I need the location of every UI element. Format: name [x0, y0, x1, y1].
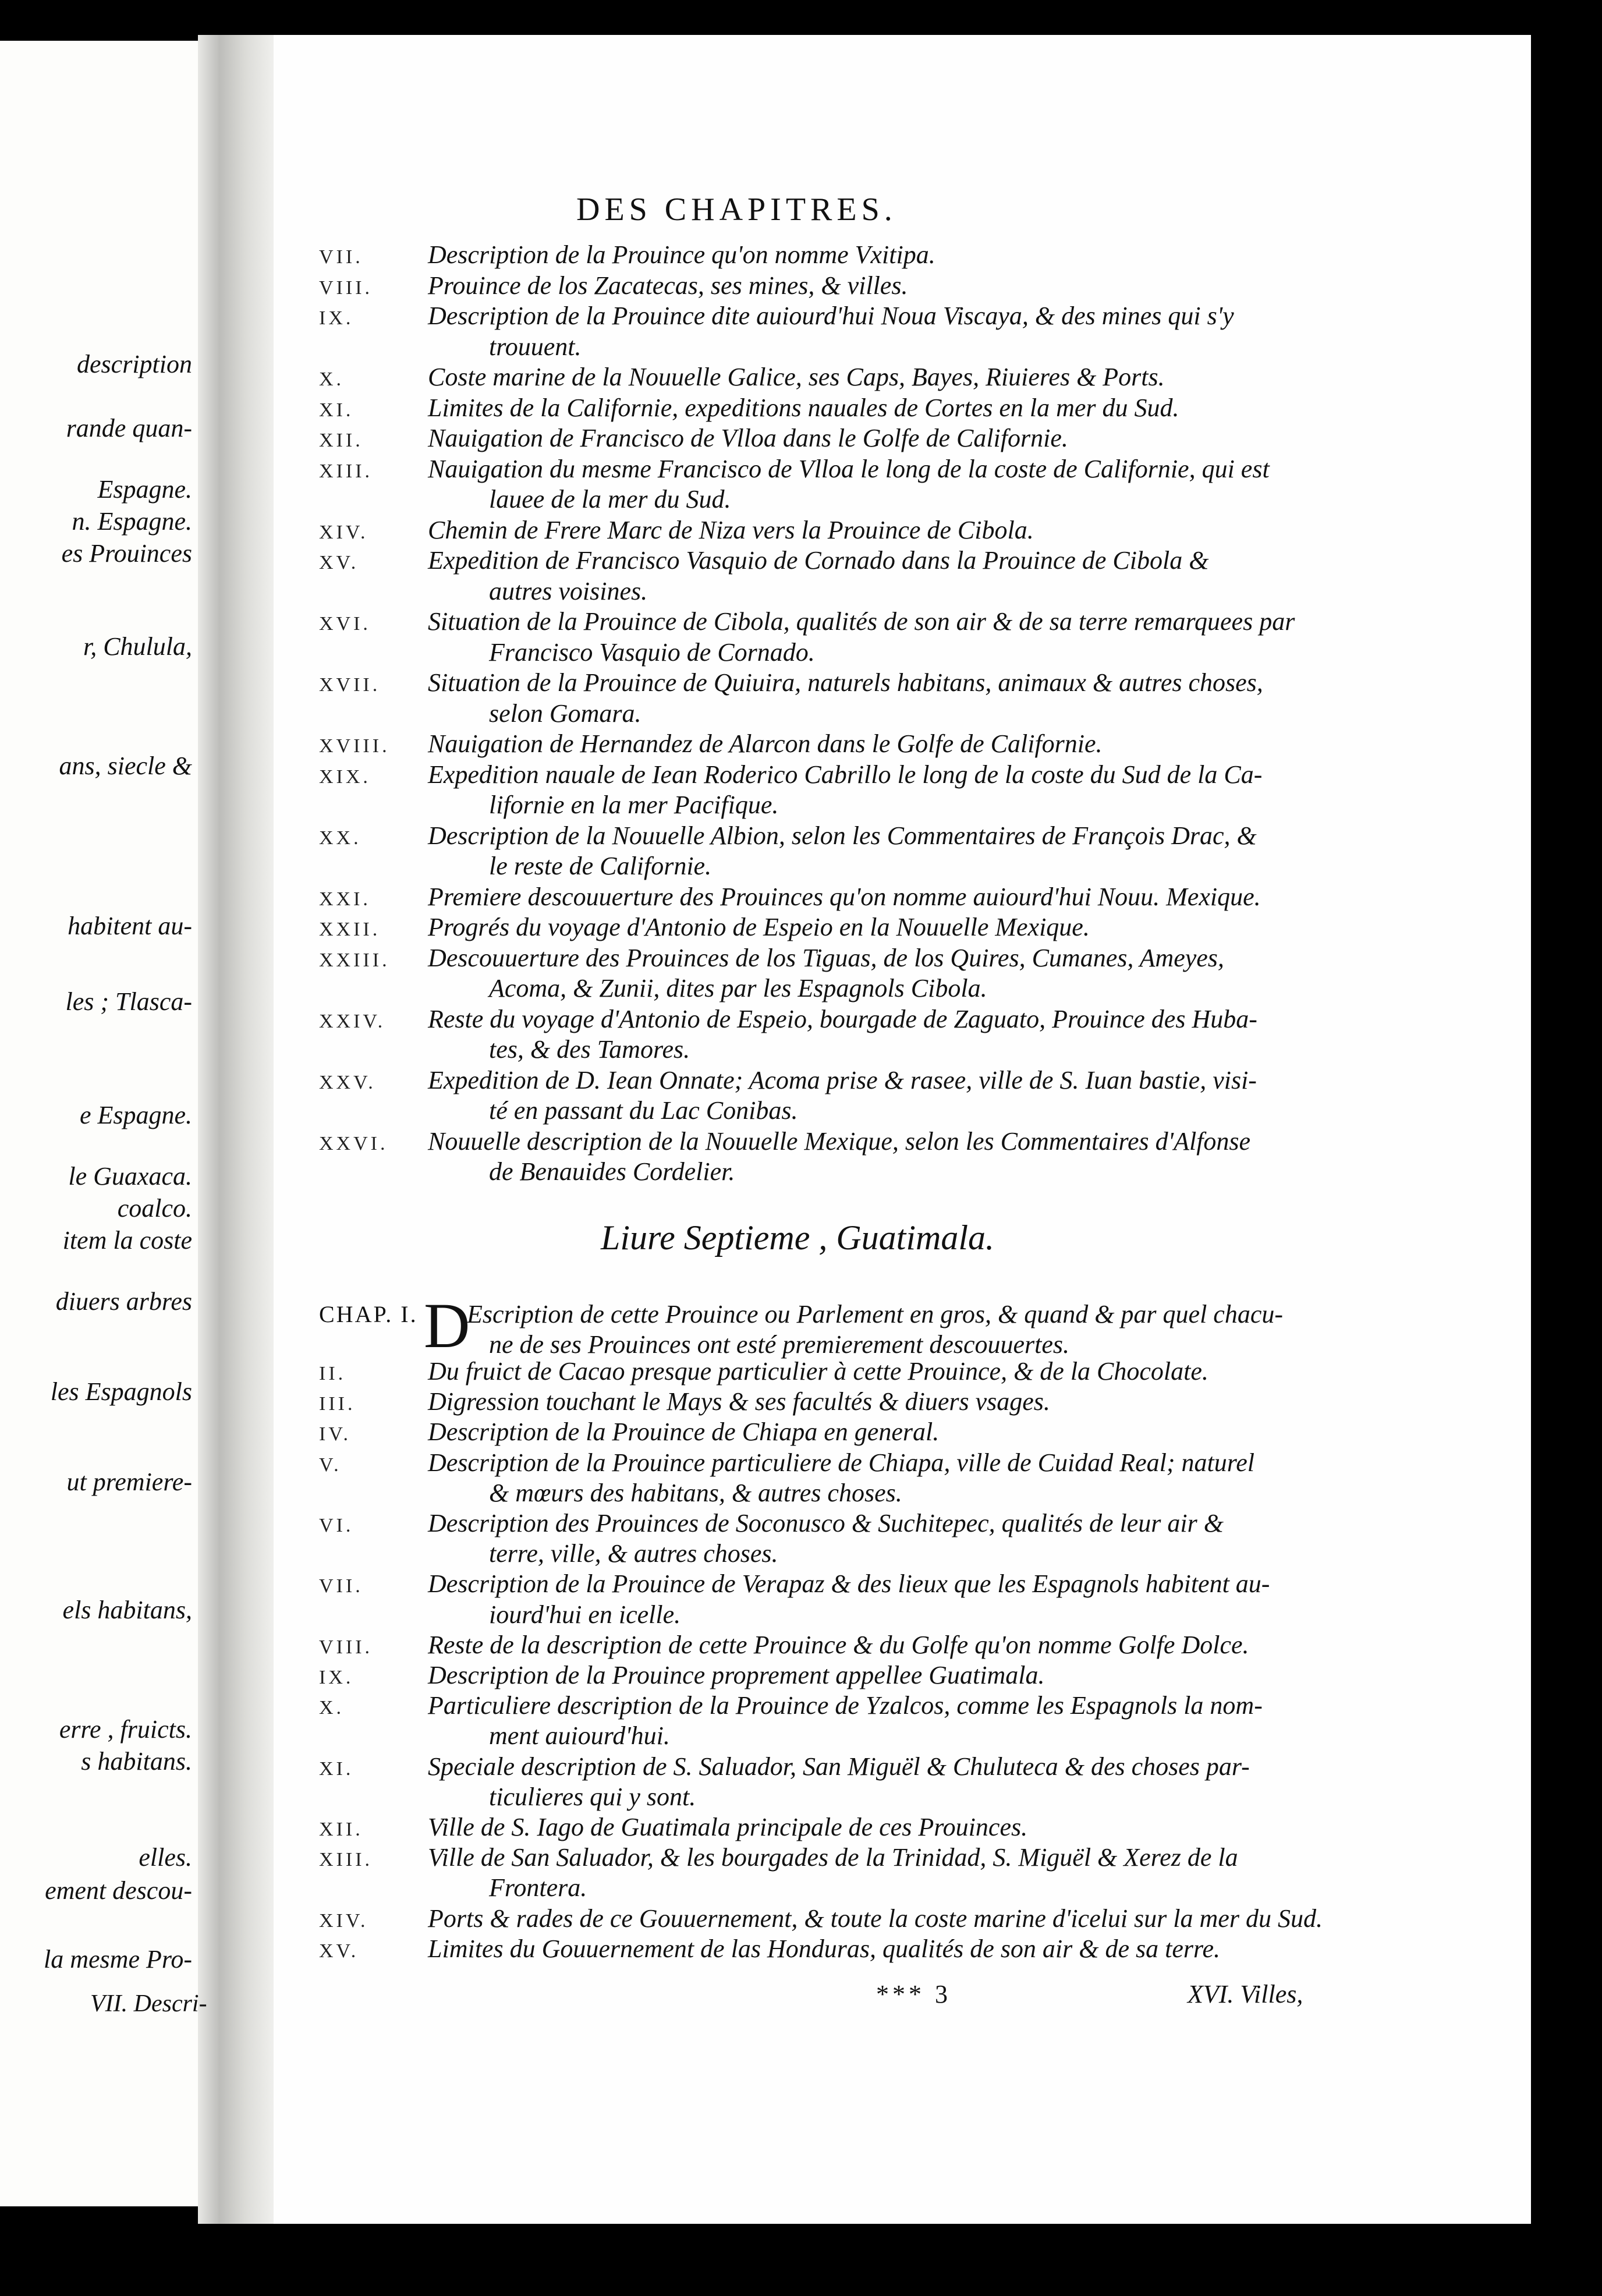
chapter-number: XII. [319, 1819, 363, 1840]
chapter-number: XVII. [319, 674, 381, 696]
chapter-title-line: Digression touchant le Mays & ses facultés & diuers vsages. [428, 1387, 1050, 1416]
chapter-number: IV. [319, 1423, 351, 1445]
left-page-fragment: les ; Tlasca- [65, 987, 192, 1016]
chapter-title-line: terre, ville, & autres choses. [489, 1539, 778, 1568]
chapter-number: XXV. [319, 1071, 376, 1093]
chapter-number: VIII. [319, 277, 373, 299]
catchword: XVI. Villes, [1188, 1980, 1303, 2008]
chapter-title-line: Limites de la Californie, expeditions nauales de Cortes en la mer du Sud. [428, 393, 1179, 422]
left-page-fragment: r, Chulula, [83, 632, 192, 661]
chapter-title-line: Description de la Prouince proprement appellee Guatimala. [428, 1661, 1045, 1689]
chapter-number: XIV. [319, 521, 368, 543]
chapter-title-line: Expedition nauale de Iean Roderico Cabrillo le long de la coste du Sud de la Ca- [428, 760, 1263, 789]
chapter-title-line: Expedition de Francisco Vasquio de Cornado dans la Prouince de Cibola & [428, 546, 1209, 575]
left-page-fragment: les Espagnols [50, 1377, 192, 1406]
chapter-title-line: Prouince de los Zacatecas, ses mines, & villes. [428, 271, 908, 300]
chapter-title-line: Situation de la Prouince de Cibola, qualités de son air & de sa terre remarquees par [428, 607, 1295, 636]
chapter-title-line: Particuliere description de la Prouince de Yzalcos, comme les Espagnols la nom- [428, 1691, 1263, 1720]
chapter-number: XVIII. [319, 735, 390, 757]
chapter-title-line: Acoma, & Zunii, dites par les Espagnols Cibola. [489, 974, 987, 1002]
chapter-title-line: Du fruict de Cacao presque particulier à cette Prouince, & de la Chocolate. [428, 1357, 1208, 1386]
signature-mark: *** 3 [876, 1980, 951, 2008]
chapter-title-line: ment auiourd'hui. [489, 1721, 670, 1751]
chapter-title-line: Description des Prouinces de Soconusco & Suchitepec, qualités de leur air & [428, 1509, 1224, 1537]
left-page-fragment: coalco. [117, 1194, 192, 1223]
chapter-number: XX. [319, 827, 361, 849]
chapter-number: VII. [319, 1575, 363, 1597]
chapter-title-line: Ports & rades de ce Gouuernement, & toute la coste marine d'icelui sur la mer du Sud. [428, 1904, 1323, 1933]
chapter-number: XXIII. [319, 949, 390, 971]
chapter-title-line: selon Gomara. [489, 699, 641, 728]
chapter-title-line: lifornie en la mer Pacifique. [489, 791, 779, 819]
left-page-fragment: elles. [139, 1843, 192, 1872]
chapter-title-line: Descouuerture des Prouinces de los Tiguas, de los Quires, Cumanes, Ameyes, [428, 943, 1224, 972]
chapter-number: XV. [319, 1940, 359, 1962]
left-page-fragment: e Espagne. [79, 1101, 192, 1129]
chapter-title-line: Description de la Prouince dite auiourd'hui Noua Viscaya, & des mines qui s'y [428, 302, 1234, 330]
chapter-title-line: Progrés du voyage d'Antonio de Espeio en la Nouuelle Mexique. [428, 913, 1090, 941]
left-page-fragment: es Prouinces [61, 539, 192, 568]
left-page-fragment: rande quan- [66, 414, 192, 442]
chapter-1-label: CHAP. I. [319, 1301, 418, 1327]
chapter-title-line: Description de la Prouince de Verapaz & des lieux que les Espagnols habitent au- [428, 1569, 1270, 1599]
drop-cap: D [424, 1290, 470, 1361]
chapter-number: XXII. [319, 919, 381, 940]
left-page-fragment: le Guaxaca. [68, 1162, 192, 1190]
chapter-title-line: Premiere descouuerture des Prouinces qu'on nomme auiourd'hui Nouu. Mexique. [428, 882, 1261, 911]
chapter-title-line: Coste marine de la Nouuelle Galice, ses Caps, Bayes, Riuieres & Ports. [428, 363, 1165, 391]
chapter-title-line: le reste de Californie. [489, 852, 712, 880]
chapter-title-line: autres voisines. [489, 576, 648, 605]
chapter-title-line: ticulieres qui y sont. [489, 1782, 696, 1811]
left-page-fragment: s habitans. [81, 1747, 192, 1776]
chapter-number: V. [319, 1454, 342, 1476]
chapter-number: XVI. [319, 613, 371, 635]
chapter-number: XXVI. [319, 1132, 388, 1154]
chapter-title-line: Frontera. [489, 1873, 587, 1902]
chapter-number: VII. [319, 246, 363, 268]
left-page-fragment: n. Espagne. [72, 507, 192, 536]
chapter-number: XIX. [319, 766, 371, 788]
left-page-fragment: erre , fruicts. [59, 1715, 192, 1744]
chapter-title-line: Situation de la Prouince de Quiuira, naturels habitans, animaux & autres choses, [428, 668, 1263, 697]
chapter-title-line: trouuent. [489, 332, 582, 361]
chapter-title-line: Ville de San Saluador, & les bourgades de la Trinidad, S. Miguël & Xerez de la [428, 1843, 1238, 1872]
left-page-fragment: Espagne. [97, 475, 192, 504]
chapter-number: XI. [319, 1758, 354, 1780]
chapter-number: III. [319, 1393, 356, 1415]
chapter-title-line: Limites du Gouuernement de las Honduras, qualités de son air & de sa terre. [428, 1934, 1221, 1963]
left-page-fragment: els habitans, [62, 1596, 192, 1624]
left-page-fragment: ement descou- [45, 1876, 192, 1905]
chapter-title-line: tes, & des Tamores. [489, 1035, 690, 1064]
left-page-fragment: diuers arbres [55, 1287, 192, 1316]
chapter-title-line: Francisco Vasquio de Cornado. [489, 637, 815, 667]
chapter-title-line: Chemin de Frere Marc de Niza vers la Prouince de Cibola. [428, 515, 1034, 544]
left-page-fragment: ans, siecle & [59, 752, 192, 780]
chapter-title-line: iourd'hui en icelle. [489, 1600, 681, 1629]
chapter-number: X. [319, 369, 345, 390]
chapter-number: IX. [319, 307, 354, 329]
chapter-title-line: té en passant du Lac Conibas. [489, 1096, 798, 1125]
chapter-title-line: lauee de la mer du Sud. [489, 485, 731, 513]
chapter-number: XIII. [319, 1849, 373, 1871]
book-title: Liure Septieme , Guatimala. [601, 1218, 995, 1257]
chapter-title-line: Description de la Prouince particuliere de Chiapa, ville de Cuidad Real; naturel [428, 1448, 1254, 1477]
chapter-title-line: & mœurs des habitans, & autres choses. [489, 1478, 902, 1507]
book-gutter [198, 35, 285, 2224]
chapter-title-line: Reste de la description de cette Prouince & du Golfe qu'on nomme Golfe Dolce. [428, 1630, 1249, 1659]
chapter-title-line: de Benauides Cordelier. [489, 1157, 735, 1186]
chapter-title-line: Nauigation du mesme Francisco de Vlloa le long de la coste de Californie, qui est [428, 454, 1270, 483]
left-page-fragment: la mesme Pro- [44, 1945, 192, 1973]
chapter-title-line: ne de ses Prouinces ont esté premierement descouuertes. [489, 1330, 1070, 1359]
chapter-number: VIII. [319, 1636, 373, 1658]
chapter-title-line: Nauigation de Francisco de Vlloa dans le Golfe de Californie. [428, 424, 1068, 452]
chapter-number: XXIV. [319, 1010, 386, 1032]
chapter-title-line: Speciale description de S. Saluador, San Miguël & Chuluteca & des choses par- [428, 1752, 1250, 1781]
chapter-title-line: Escription de cette Prouince ou Parlement en gros, & quand & par quel chacu- [467, 1300, 1284, 1328]
chapter-title-line: Description de la Prouince de Chiapa en general. [428, 1418, 940, 1447]
chapter-title-line: Ville de S. Iago de Guatimala principale de ces Prouinces. [428, 1813, 1028, 1841]
chapter-number: VI. [319, 1515, 354, 1536]
chapter-title-line: Expedition de D. Iean Onnate; Acoma prise & rasee, ville de S. Iuan bastie, visi- [428, 1065, 1257, 1094]
left-page-fragment: ut premiere- [66, 1468, 192, 1496]
chapter-number: XIV. [319, 1909, 368, 1932]
left-page-fragment: item la coste [62, 1226, 192, 1255]
page-header: DES CHAPITRES. [576, 192, 897, 228]
chapter-number: XI. [319, 399, 354, 421]
left-page-fragment: description [77, 350, 192, 378]
chapter-title-line: Nauigation de Hernandez de Alarcon dans le Golfe de Californie. [428, 729, 1103, 758]
left-page-fragment: habitent au- [68, 912, 192, 940]
chapter-number: XV. [319, 552, 359, 573]
chapter-number: XIII. [319, 460, 373, 482]
chapter-title-line: Description de la Nouuelle Albion, selon les Commentaires de François Drac, & [428, 821, 1257, 850]
left-catchword: VII. Descri- [90, 1990, 207, 2017]
chapter-number: II. [319, 1363, 346, 1384]
chapter-title-line: Description de la Prouince qu'on nomme Vxitipa. [428, 240, 935, 269]
chapter-number: IX. [319, 1667, 354, 1688]
chapter-number: XXI. [319, 888, 371, 910]
chapter-number: X. [319, 1697, 345, 1719]
chapter-number: XII. [319, 430, 363, 451]
chapter-title-line: Reste du voyage d'Antonio de Espeio, bourgade de Zaguato, Prouince des Huba- [428, 1004, 1257, 1033]
chapter-title-line: Nouuelle description de la Nouuelle Mexique, selon les Commentaires d'Alfonse [428, 1126, 1251, 1156]
